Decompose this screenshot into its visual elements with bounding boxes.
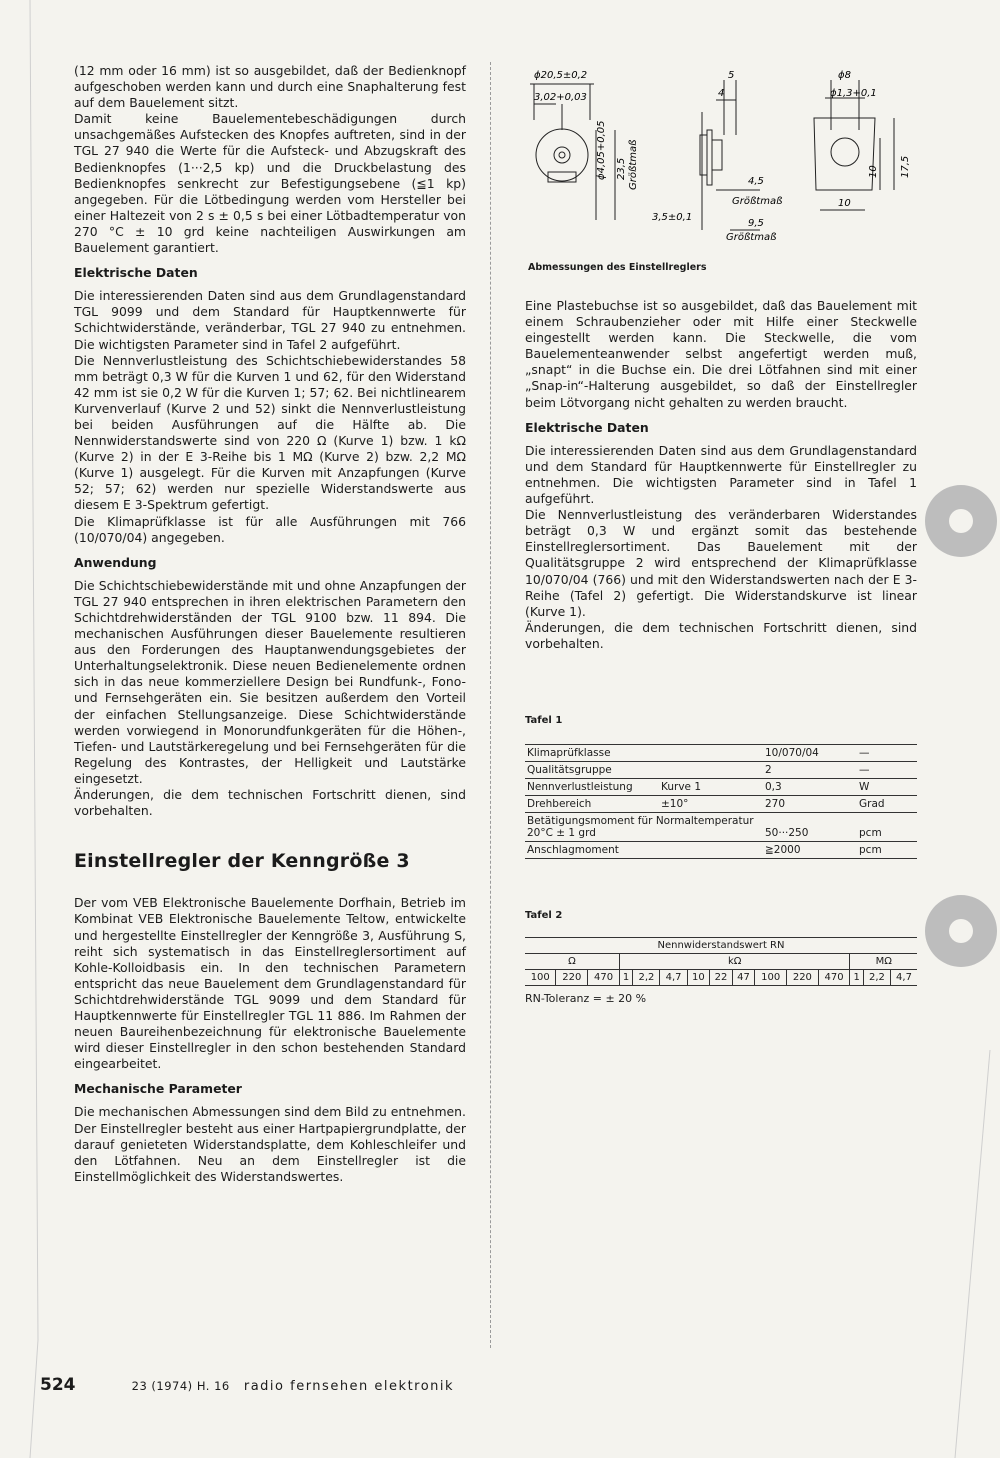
- figure-caption: Abmessungen des Einstellreglers: [528, 262, 707, 273]
- parameter-table: [525, 744, 917, 859]
- paragraph: Änderungen, die dem technischen Fortschritt dienen, sind vorbehalten.: [74, 787, 466, 819]
- table-cell: Klimaprüfklasse: [525, 745, 659, 762]
- table-cell: W: [857, 779, 917, 796]
- dim-label: Größtmaß: [628, 139, 639, 190]
- value-cell: 100: [755, 970, 787, 986]
- table-row: [525, 938, 917, 954]
- paragraph: Änderungen, die dem technischen Fortschritt dienen, sind vorbehalten.: [525, 619, 917, 651]
- table-cell: ≧2000: [763, 842, 857, 859]
- table-row: [525, 813, 917, 842]
- table-cell: Qualitätsgruppe: [525, 762, 659, 779]
- value-cell: 4,7: [891, 970, 917, 986]
- paragraph: Damit keine Bauelementebeschädigungen durch unsachgemäßes Aufstecken des Knopfes auftreten, sind in der TGL 27 940 die Werte für die Aufsteck- und Abzugskraft des Bedienknopfes (1···2,5 kp) und die Druckbelastung des Bedienknopfes senkrecht zur Befestigungsebene (≦1 kp) angegeben. Für die Lötbedingung werden vom Hersteller bei einer Haltezeit von 2 s ± 0,5 s bei einer Lötbadtemperatur von 270 °C ± 10 grd keine nachteiligen Auswirkungen am Bauelement garantiert.: [74, 111, 466, 256]
- right-column: [525, 298, 917, 652]
- table-cell: pcm: [857, 842, 917, 859]
- table-cell: Kurve 1: [659, 779, 763, 796]
- value-cell: 47: [732, 970, 755, 986]
- table-cell: pcm: [857, 813, 917, 842]
- unit-cell: Ω: [525, 954, 619, 970]
- table-label: Tafel 2: [525, 910, 563, 921]
- table-cell: [659, 842, 763, 859]
- paragraph: Die Nennverlustleistung des veränderbaren Widerstandes beträgt 0,3 W und ergänzt somit das bestehende Einstellreglersortiment. Das Bauelement mit der Qualitätsgruppe 2 wird entsprechend der Klimaprüfklasse 10/070/04 (766) und mit den Widerstandswerten nach der E 3-Reihe (Tafel 2) gefertigt. Die Widerstandskurve ist linear (Kurve 1).: [525, 507, 917, 619]
- journal-name: radio fernsehen elektronik: [243, 1379, 455, 1394]
- value-cell: 470: [818, 970, 850, 986]
- value-cell: 10: [687, 970, 710, 986]
- dim-label: 17,5: [900, 155, 911, 178]
- paragraph: Die mechanischen Abmessungen sind dem Bild zu entnehmen.: [74, 1104, 466, 1120]
- section-heading: Mechanische Parameter: [74, 1081, 242, 1097]
- table-cell: 2: [763, 762, 857, 779]
- table-cell: 0,3: [763, 779, 857, 796]
- dim-label: 5: [728, 70, 735, 81]
- page-number: 524: [40, 1375, 76, 1395]
- section-heading: Anwendung: [74, 554, 157, 570]
- unit-cell: kΩ: [619, 954, 850, 970]
- table-cell: [659, 762, 763, 779]
- dim-label: 3,5±0,1: [652, 212, 693, 223]
- value-cell: 470: [588, 970, 620, 986]
- paragraph: Eine Plastebuchse ist so ausgebildet, daß das Bauelement mit einem Schraubenzieher oder mit Hilfe einer Steckwelle eingestellt werden kann. Die Steckwelle, die vom Bauelementeanwender selbst angefertigt werden muß, „snapt“ in die Buchse ein. Die drei Lötfahnen sind mit einer „Snap-in“-Halterung ausgebildet, so daß der Einstellregler beim Lötvorgang nicht gehalten zu werden braucht.: [525, 298, 917, 410]
- tafel-2: [525, 910, 917, 1005]
- dim-label: 3,02+0,03: [534, 92, 587, 103]
- left-column: [74, 63, 466, 1185]
- dim-label: 10: [838, 198, 851, 209]
- dim-label: Größtmaß: [732, 196, 783, 207]
- dim-label: ϕ20,5±0,2: [534, 70, 588, 81]
- table-cell: —: [857, 745, 917, 762]
- table-cell: ±10°: [659, 796, 763, 813]
- dim-label: 23,5: [616, 157, 627, 180]
- dim-label: 4,5: [748, 176, 764, 187]
- section-heading: Elektrische Daten: [525, 419, 649, 435]
- dim-label: ϕ1,3+0,1: [830, 88, 877, 99]
- dim-label: Größtmaß: [726, 232, 777, 243]
- table-cell: Betätigungsmoment für Normaltemperatur 20°C ± 1 grd: [525, 813, 763, 842]
- table-cell: 270: [763, 796, 857, 813]
- table-row: [525, 970, 917, 986]
- paragraph: Der vom VEB Elektronische Bauelemente Dorfhain, Betrieb im Kombinat VEB Elektronische Bauelemente Teltow, entwickelte und hergestellte Einstellregler der Kenngröße 3, Ausführung S, reiht sich systematisch in das Einstellreglersortiment auf Kohle-Kolloidbasis ein. In den technischen Parametern entspricht das neue Bauelement dem Grundlagenstandard für Schichtdrehwiderstände TGL 9099 und dem Standard für Hauptkennwerte für Einstellregler TGL 11 886. Im Rahmen der neuen Baureihenbezeichnung für elektronische Bauelemente wird dieser Einstellregler in den schon bestehenden Standard eingearbeitet.: [74, 895, 466, 1072]
- table-label: Tafel 1: [525, 715, 563, 726]
- punch-hole: [925, 895, 997, 967]
- table-cell: Grad: [857, 796, 917, 813]
- value-cell: 2,2: [633, 970, 660, 986]
- paragraph: (12 mm oder 16 mm) ist so ausgebildet, daß der Bedienknopf aufgeschoben werden kann und durch eine Snaphalterung fest auf dem Bauelement sitzt.: [74, 63, 466, 111]
- table-row: [525, 796, 917, 813]
- paragraph: Die interessierenden Daten sind aus dem Grundlagenstandard TGL 9099 und dem Standard für Hauptkennwerte für Schichtwiderstände, veränderbar, TGL 27 940 zu entnehmen. Die wichtigsten Parameter sind in Tafel 2 aufgeführt.: [74, 288, 466, 352]
- value-cell: 220: [556, 970, 588, 986]
- paragraph: Der Einstellregler besteht aus einer Hartpapiergrundplatte, der darauf genieteten Widerstandsplatte, dem Kohleschleifer und den Lötfahnen. Neu an dem Einstellregler ist die Einstellmöglichkeit des Widerstandswertes.: [74, 1120, 466, 1184]
- section-heading: Elektrische Daten: [74, 265, 198, 281]
- table-cell: —: [857, 762, 917, 779]
- table-cell: Nennverlustleistung: [525, 779, 659, 796]
- table-header: Nennwiderstandswert RN: [525, 938, 917, 954]
- table-cell: 50···250: [763, 813, 857, 842]
- value-cell: 22: [710, 970, 733, 986]
- table-row: [525, 842, 917, 859]
- dim-label: ϕ4,05+0,05: [596, 120, 607, 180]
- value-cell: 1: [619, 970, 632, 986]
- dim-label: 10: [868, 165, 879, 178]
- table-row: [525, 779, 917, 796]
- tolerance-note: RN-Toleranz = ± 20 %: [525, 992, 647, 1005]
- punch-hole: [925, 485, 997, 557]
- value-cell: 100: [525, 970, 556, 986]
- tafel-1: [525, 715, 917, 859]
- table-cell: 10/070/04: [763, 745, 857, 762]
- table-row: [525, 745, 917, 762]
- table-cell: Drehbereich: [525, 796, 659, 813]
- dim-label: ϕ8: [838, 70, 851, 81]
- paragraph: Die Klimaprüfklasse ist für alle Ausführungen mit 766 (10/070/04) angegeben.: [74, 513, 466, 545]
- value-cell: 1: [850, 970, 863, 986]
- paragraph: Die Nennverlustleistung des Schichtschiebewiderstandes 58 mm beträgt 0,3 W für die Kurven 1 und 62, für den Widerstand 42 mm ist sie 0,2 W für die Kurven 1; 57; 62. Bei nichtlinearem Kurvenverlauf (Kurve 2 und 52) sinkt die Nennverlustleistung bei beiden Ausführungen auf die Hälfte ab. Die Nennwiderstandswerte sind von 220 Ω (Kurve 1) bzw. 1 kΩ (Kurve 2) in der E 3-Reihe bis 1 MΩ (Kurve 2) bzw. 2,2 MΩ (Kurve 1) ausgelegt. Für die Kurven mit Anzapfungen (Kurve 52; 57; 62) werden nur spezielle Widerstandswerte aus diesem E 3-Spektrum gefertigt.: [74, 352, 466, 513]
- paragraph: Die Schichtschiebewiderstände mit und ohne Anzapfungen der TGL 27 940 entsprechen in ihren elektrischen Parametern den Schichtdrehwiderständen der TGL 9100 bzw. 11 894. Die mechanischen Ausführungen dieser Bauelemente resultieren aus den Forderungen des Hauptanwendungsgebietes der Unterhaltungselektronik. Diese neuen Bedienelemente ordnen sich in das neue kommerziellere Design bei Rundfunk-, Fono- und Fernsehgeräten ein. Sie besitzen außerdem den Vorteil der einfachen Stellungsanzeige. Diese Schichtwiderstände werden vorwiegend in Monorundfunkgeräten für die Höhen-, Tiefen- und Lautstärkeregelung und bei Fernsehgeräten für die Regelung des Kontrastes, der Helligkeit und Lautstärke eingesetzt.: [74, 577, 466, 786]
- paragraph: Die interessierenden Daten sind aus dem Grundlagenstandard und dem Standard für Hauptkennwerte für Einstellregler zu entnehmen. Die wichtigsten Parameter sind in Tafel 1 aufgeführt.: [525, 442, 917, 507]
- column-divider: [490, 62, 491, 1348]
- article-title: Einstellregler der Kenngröße 3: [74, 850, 410, 873]
- dim-label: 4: [718, 88, 725, 99]
- page-footer: [40, 1375, 480, 1395]
- table-cell: [659, 745, 763, 762]
- table-cell: Anschlagmoment: [525, 842, 659, 859]
- dim-label: 9,5: [748, 218, 764, 229]
- table-row: [525, 954, 917, 970]
- table-row: [525, 762, 917, 779]
- issue-info: 23 (1974) H. 16: [131, 1379, 230, 1393]
- dimension-drawing: [520, 60, 920, 260]
- unit-cell: MΩ: [850, 954, 917, 970]
- resistance-table: [525, 937, 917, 986]
- value-cell: 220: [787, 970, 819, 986]
- value-cell: 4,7: [660, 970, 687, 986]
- value-cell: 2,2: [863, 970, 890, 986]
